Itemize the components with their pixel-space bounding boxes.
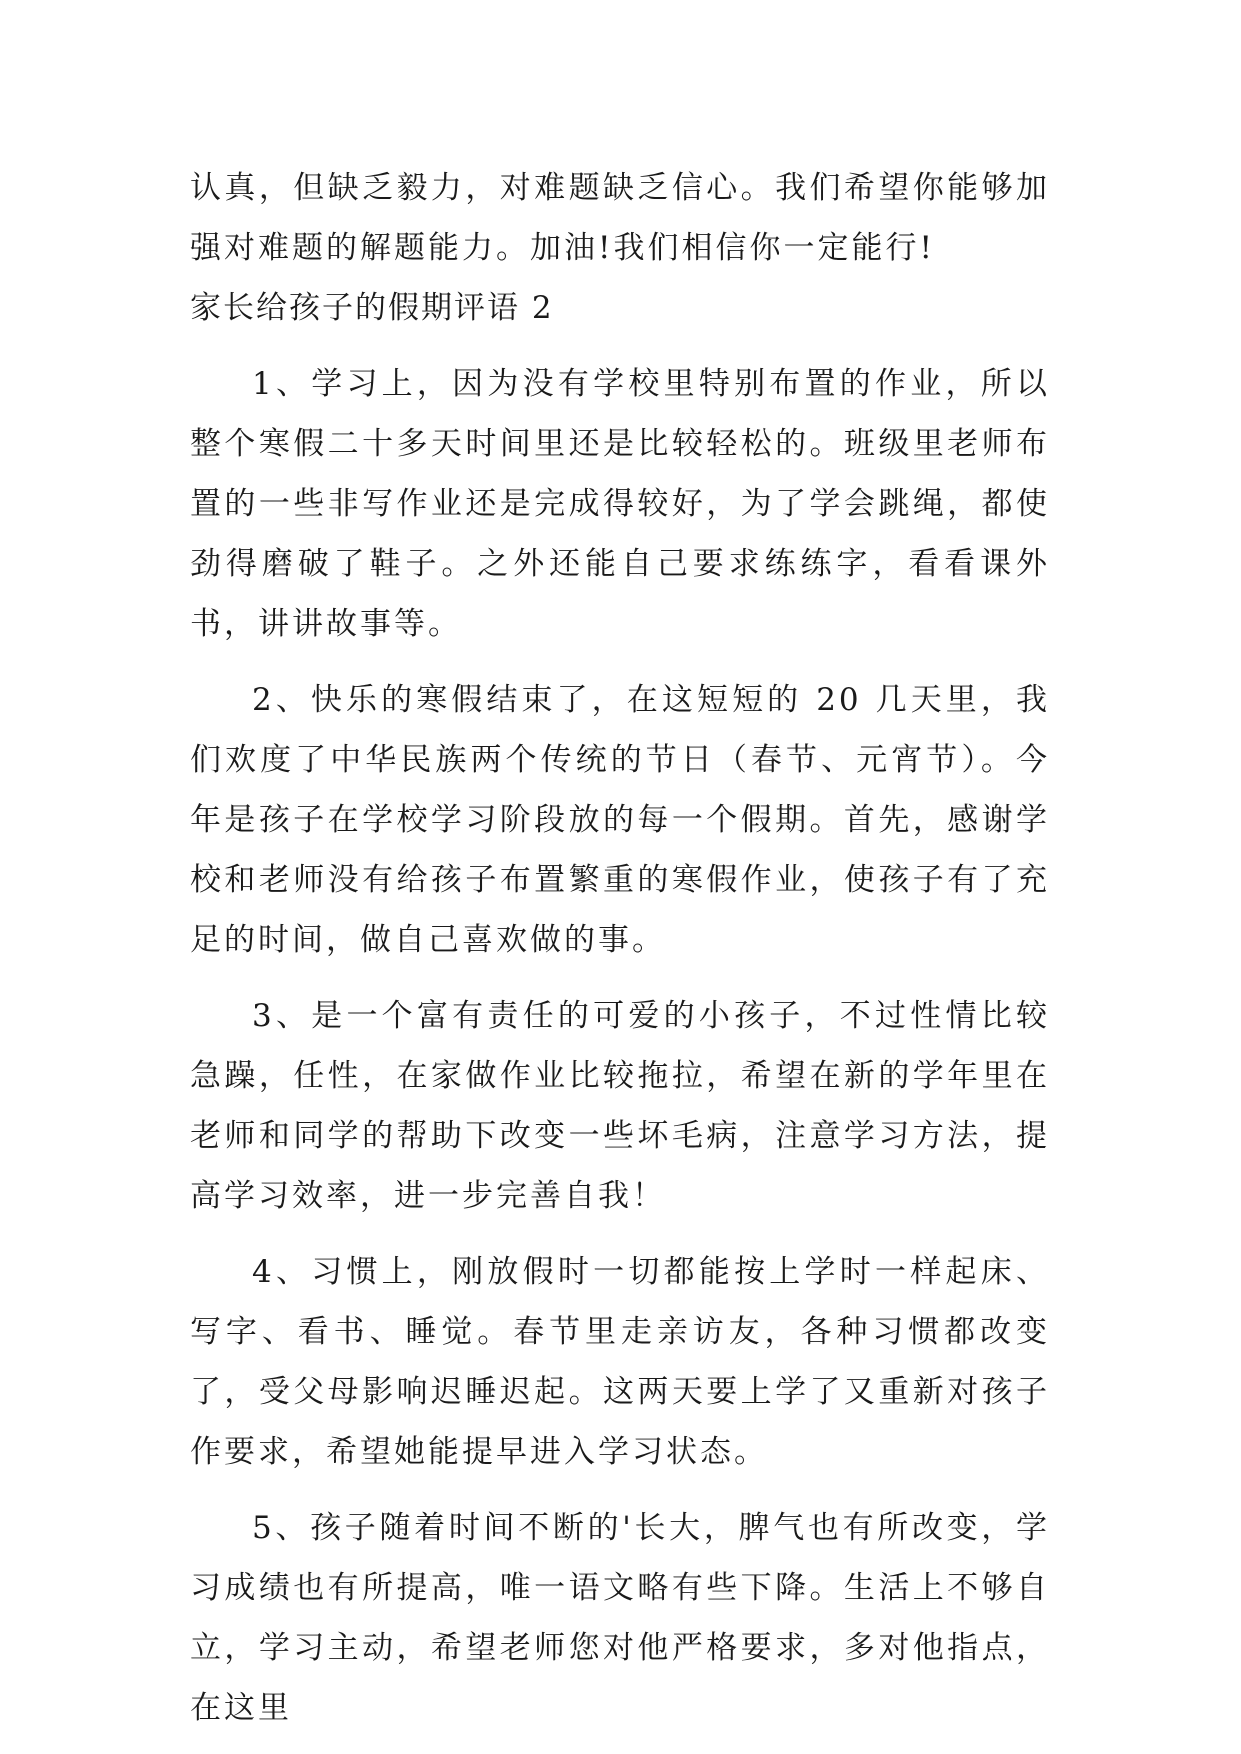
intro-paragraph: 认真，但缺乏毅力，对难题缺乏信心。我们希望你能够加强对难题的解题能力。加油!我们相信你一定能行!	[190, 170, 1050, 266]
comment-item-2: 2、快乐的寒假结束了，在这短短的 20 几天里，我们欢度了中华民族两个传统的节日（春节、元宵节）。今年是孩子在学校学习阶段放的每一个假期。首先，感谢学校和老师没有给孩子布置繁重的寒假作业，使孩子有了充足的时间，做自己喜欢做的事。	[190, 682, 1050, 958]
section-heading: 家长给孩子的假期评语 2	[190, 290, 554, 326]
comment-item-3: 3、是一个富有责任的可爱的小孩子，不过性情比较急躁，任性，在家做作业比较拖拉，希望在新的学年里在老师和同学的帮助下改变一些坏毛病，注意学习方法，提高学习效率，进一步完善自我！	[190, 998, 1050, 1214]
comment-item-4: 4、习惯上，刚放假时一切都能按上学时一样起床、写字、看书、睡觉。春节里走亲访友，各种习惯都改变了，受父母影响迟睡迟起。这两天要上学了又重新对孩子作要求，希望她能提早进入学习状态。	[190, 1254, 1050, 1470]
comment-item-1: 1、学习上，因为没有学校里特别布置的作业，所以整个寒假二十多天时间里还是比较轻松的。班级里老师布置的一些非写作业还是完成得较好，为了学会跳绳，都使劲得磨破了鞋子。之外还能自己要求练练字，看看课外书，讲讲故事等。	[190, 366, 1050, 642]
comment-item-5: 5、孩子随着时间不断的'长大，脾气也有所改变，学习成绩也有所提高，唯一语文略有些下降。生活上不够自立，学习主动，希望老师您对他严格要求，多对他指点，在这里	[190, 1510, 1050, 1726]
document-body	[190, 158, 1050, 1738]
